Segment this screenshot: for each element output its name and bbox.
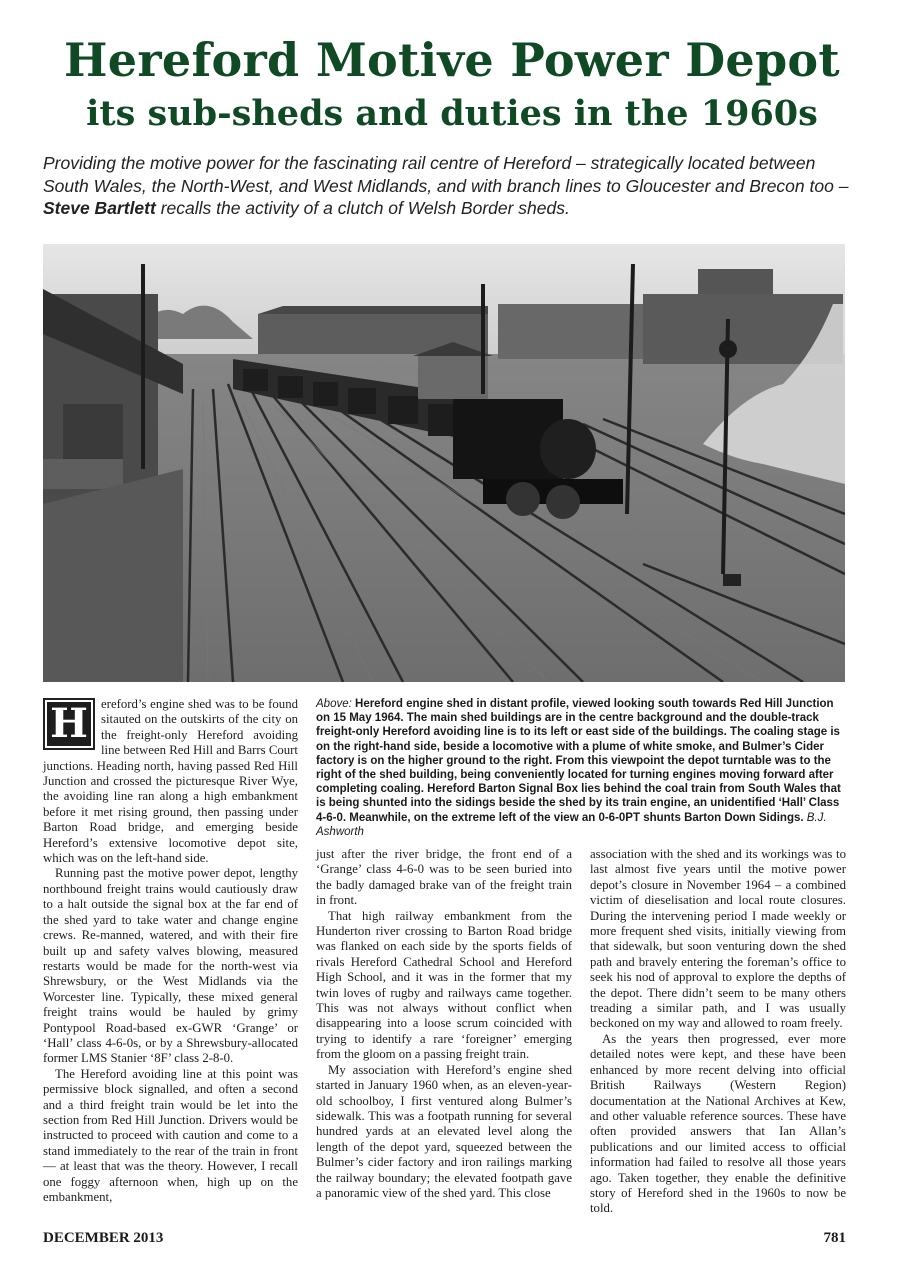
paragraph: association with the shed and its workings was to last almost five years until the motive power depot’s closure in November 1964 – a combined victim of dieselisation and local route closures. During the intervening period I made weekly or more frequent shed visits, initially viewing from that sidewalk, but soon venturing down the shed path and bravely entering the foreman’s office to seek his nod of approval to explore the depths of the depot. There didn’t seem to be many others treading a similar path, and I was usually beckoned on my way and allowed to roam freely. [590,847,846,1031]
drop-cap [43,698,95,750]
article-title: Hereford Motive Power Depot [64,33,840,87]
issue-date: DECEMBER 2013 [43,1230,164,1246]
article-column-1 [43,697,298,1205]
photo-credit: B.J. Ashworth [316,811,827,838]
article-column-3 [590,847,846,1217]
article-subtitle: its sub-sheds and duties in the 1960s [86,93,818,134]
standfirst-text-end: recalls the activity of a clutch of Welsh Border sheds. [155,198,570,218]
paragraph: That high railway embankment from the Hunderton river crossing to Barton Road bridge was flanked on each side by the sports fields of rivals Hereford Cathedral School and Hereford High School, and it was in the former that my twin loves of rugby and railways came together. This was not always without conflict when disappearing into a loose scrum coincided with trying to identify a rare ‘foreigner’ emerging from the gloom on a passing freight train. [316,908,572,1062]
photo-caption [316,697,846,839]
standfirst-text: Providing the motive power for the fascinating rail centre of Hereford – strategically located between South Wales, the North-West, and West Midlands, and with branch lines to Gloucester and Brecon too – [43,153,849,196]
paragraph: Running past the motive power depot, lengthy northbound freight trains would cautiously draw to a halt outside the signal box at the far end of the shed yard to take water and change engine crews. Re-manned, watered, and with their fire built up and safety valves blowing, measured restarts would be made for the north-west via Shrewsbury, or the West Midlands via the Worcester line. Typically, these mixed general freight trains would be hauled by grimy Pontypool Road-based ex-GWR ‘Grange’ or ‘Hall’ class 4-6-0s, or by a Shrewsbury-allocated former LMS Stanier ‘8F’ class 2-8-0. [43,866,298,1066]
paragraph: As the years then progressed, ever more detailed notes were kept, and these have been enhanced by more recent delving into official British Railways (Western Region) documentation at the National Archives at Kew, and other valuable reference sources. These have often provided answers that Ian Allan’s publications and our limited access to official information had failed to resolve all those years ago. Taken together, they enable the definitive story of Hereford shed in the 1960s to now be told. [590,1031,846,1216]
paragraph: My association with Hereford’s engine shed started in January 1960 when, as an eleven-year-old schoolboy, I first ventured along Bulmer’s sidewalk. This was a footpath running for several hundred yards at an elevated level along the length of the depot yard, squeezed between the Bulmer’s cider factory and iron railings marking the railway boundary; the elevated footpath gave a panoramic view of the shed yard. This close [316,1062,572,1200]
drop-cap-letter: H [47,702,91,746]
paragraph: The Hereford avoiding line at this point was permissive block signalled, and often a second and a third freight train would be let into the section from Red Hill Junction. Drivers would be instructed to proceed with caution and come to a stand immediately to the rear of the train in front — at least that was the theory. However, I recall one foggy afternoon when, high up on the embankment, [43,1066,298,1204]
paragraph: ereford’s engine shed was to be found sitauted on the outskirts of the city on the freight-only Hereford avoiding line between Red Hill and Barrs Court junctions. Heading north, having passed Red Hill Junction and crossed the picturesque River Wye, the avoiding line ran along a high embankment before it met rising ground, then passing under Barton Road bridge, and emerging beside Hereford’s extensive locomotive depot site, which was on the left-hand side. [43,697,298,866]
paragraph: just after the river bridge, the front end of a ‘Grange’ class 4-6-0 was to be seen buried into the badly damaged brake van of the freight train in front. [316,847,572,908]
caption-text: Hereford engine shed in distant profile, viewed looking south towards Red Hill Junction on 15 May 1964. The main shed buildings are in the centre background and the double-track freight-only Hereford avoiding line is to its left or east side of the buildings. The coaling stage is on the right-hand side, beside a locomotive with a plume of white smoke, and Bulmer’s Cider factory is on the higher ground to the right. From this viewpoint the depot turntable was to the right of the shed building, being conveniently located for turning engines moving forward after completing coaling. Hereford Barton Signal Box lies behind the coal train from South Wales that is being shunted into the sidings beside the shed by its train engine, an unidentified ‘Hall’ Class 4-6-0. Meanwhile, on the extreme left of the view an 0-6-0PT shunts Barton Down Sidings. [316,698,841,824]
standfirst [43,152,863,220]
railway-photo [43,244,845,682]
railway-photo-icon [43,244,845,682]
caption-label: Above: [316,698,352,710]
article-column-2 [316,847,572,1201]
page-number: 781 [823,1230,846,1246]
author-name: Steve Bartlett [43,198,156,218]
